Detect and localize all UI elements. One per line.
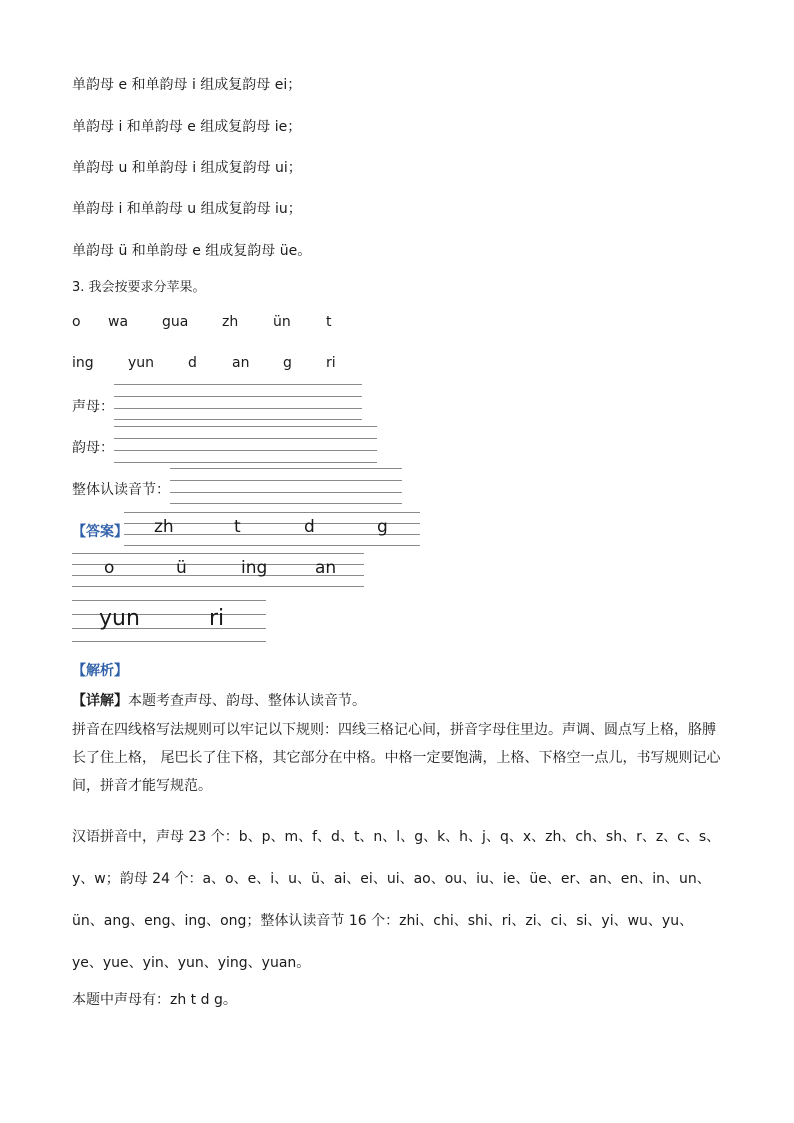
answer-grid-3 — [72, 600, 266, 642]
pinyin-row-2 — [72, 355, 372, 375]
rule-line-2: 单韵母 i 和单韵母 e 组成复韵母 ie； — [72, 119, 302, 135]
answer-item: o — [104, 558, 115, 578]
pinyin-item: d — [188, 355, 197, 371]
rule-line-1: 单韵母 e 和单韵母 i 组成复韵母 ei； — [72, 77, 302, 93]
paragraph-pinyin-list: 汉语拼音中，声母 23 个：b、p、m、f、d、t、n、l、g、k、h、j、q、x、zh、ch、sh、r、z、c、s、y、w；韵母 24 个：a、o、e、i、u、ü、ai、ei、ui、ao、ou、iu、ie、üe、er、an、en、in、un、ün、ang、eng、ing、ong；整体认读音节 16 个：zhi、chi、shi、ri、zi、ci、si、yi、wu、yu、ye、yue、yin、yun、ying、yuan。 — [72, 829, 721, 971]
answer-item: an — [315, 558, 337, 578]
paragraph-rules: 拼音在四线格写法规则可以牢记以下规则：四线三格记心间，拼音字母住里边。声调、圆点写上格，胳膊长了住上格， 尾巴长了住下格，其它部分在中格。中格一定要饱满，上格、下格空一点儿，书写规则记心间，拼音才能写规范。 — [72, 722, 721, 794]
pinyin-item: ün — [273, 314, 291, 330]
shengmu-four-line-grid[interactable] — [114, 384, 362, 420]
answer-item: yun — [99, 606, 140, 631]
pinyin-item: wa — [108, 314, 129, 330]
detail-tag: 【详解】 — [72, 693, 128, 709]
rule-line-5: 单韵母 ü 和单韵母 e 组成复韵母 üe。 — [72, 243, 312, 259]
pinyin-item: gua — [162, 314, 189, 330]
pinyin-item: t — [326, 314, 332, 330]
yunmu-four-line-grid[interactable] — [114, 426, 377, 463]
pinyin-item: ri — [326, 355, 336, 371]
pinyin-item: an — [232, 355, 250, 371]
detail-text: 本题考查声母、韵母、整体认读音节。 — [128, 693, 366, 709]
answer-item: zh — [154, 517, 174, 537]
zhengti-label: 整体认读音节： — [72, 482, 170, 498]
analysis-tag: 【解析】 — [72, 663, 128, 679]
yunmu-label: 韵母： — [72, 440, 114, 456]
answer-item: ing — [241, 558, 268, 578]
rule-line-3: 单韵母 u 和单韵母 i 组成复韵母 ui； — [72, 160, 302, 176]
rule-line-4: 单韵母 i 和单韵母 u 组成复韵母 iu； — [72, 201, 302, 217]
answer-item: ü — [176, 558, 187, 578]
pinyin-item: ing — [72, 355, 94, 371]
zhengti-four-line-grid[interactable] — [170, 468, 402, 504]
shengmu-label: 声母： — [72, 399, 114, 415]
answer-grid-2 — [72, 553, 364, 587]
final-answer-line: 本题中声母有：zh t d g。 — [72, 992, 237, 1008]
pinyin-item: zh — [222, 314, 239, 330]
answer-item: g — [377, 517, 388, 537]
answer-item: ri — [209, 606, 225, 631]
detail-line — [72, 690, 366, 710]
pinyin-row-1 — [72, 314, 372, 334]
answer-item: t — [234, 517, 241, 537]
answer-tag: 【答案】 — [72, 524, 128, 540]
answer-grid-1 — [124, 512, 420, 546]
pinyin-item: yun — [128, 355, 155, 371]
question-title: 3. 我会按要求分苹果。 — [72, 280, 206, 295]
pinyin-item: o — [72, 314, 81, 330]
pinyin-item: g — [283, 355, 292, 371]
answer-item: d — [304, 517, 315, 537]
